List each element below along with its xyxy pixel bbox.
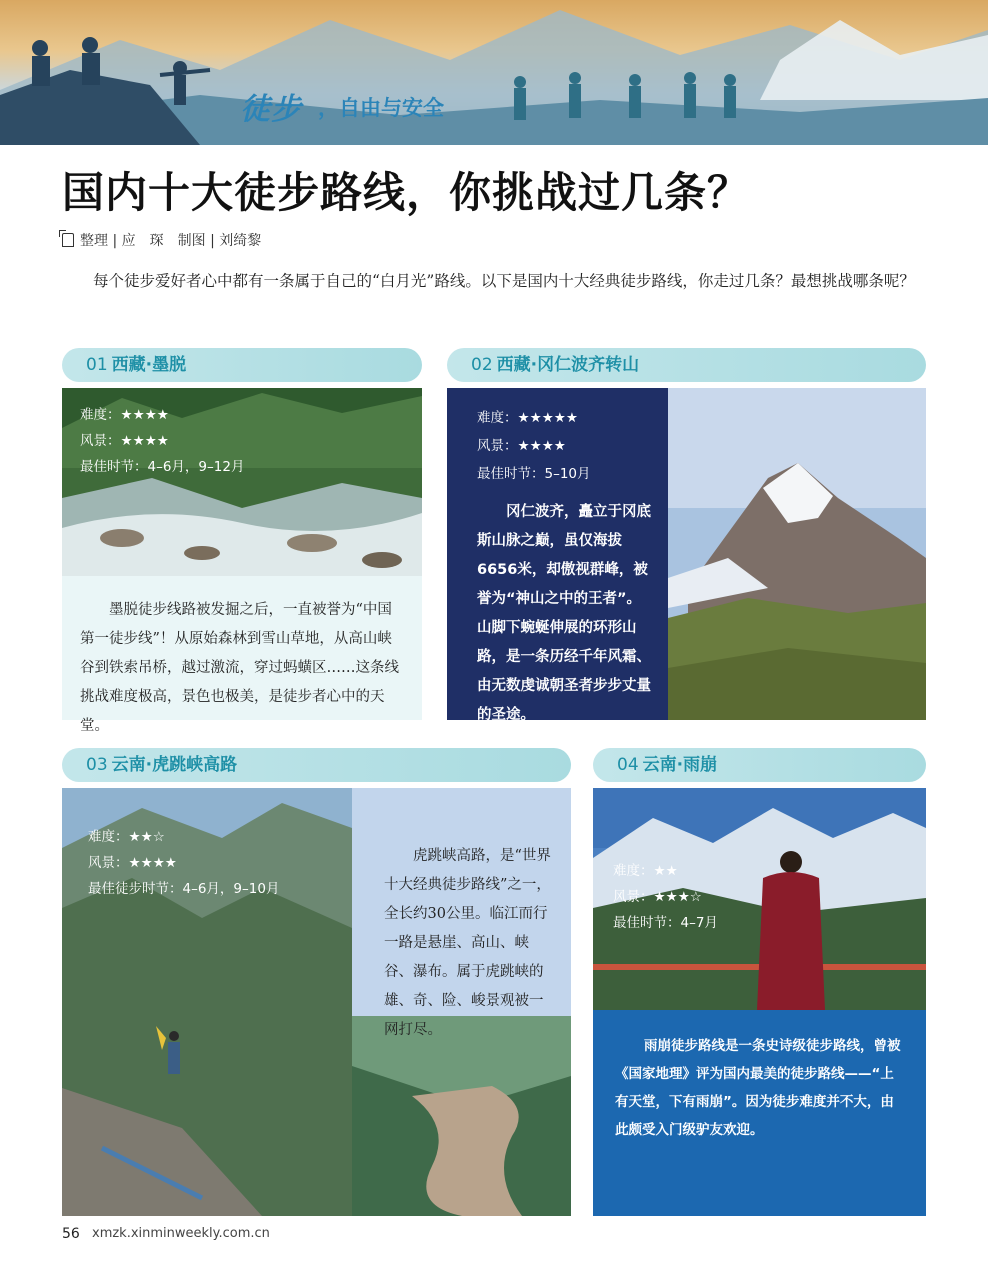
scenery-rating: 风景：★★★★ [477, 438, 566, 454]
route-03-header [62, 748, 571, 782]
route-01-description: 墨脱徒步线路被发掘之后，一直被誉为“中国第一徒步线”！从原始森林到雪山草地，从高山峡谷到铁索吊桥，越过激流，穿过蚂蟥区……这条线挑战难度极高，景色也极美，是徒步者心中的天堂。 [80, 602, 399, 734]
difficulty-rating: 难度：★★☆ [88, 829, 165, 845]
difficulty-rating: 难度：★★★★ [80, 407, 169, 423]
route-02-card [447, 388, 926, 723]
difficulty-rating: 难度：★★ [613, 863, 678, 879]
route-number: 03 [86, 755, 108, 775]
route-04-info [613, 858, 718, 936]
footer-url: xmzk.xinminweekly.com.cn [92, 1226, 270, 1241]
route-03-card [62, 788, 571, 1216]
scenery-rating: 风景：★★★★ [88, 855, 177, 871]
best-season: 最佳时节：4–6月，9–12月 [80, 459, 245, 475]
route-04-description: 雨崩徒步路线是一条史诗级徒步路线，曾被《国家地理》评为国内最美的徒步路线——“上有天堂，下有雨崩”。因为徒步难度并不大，由此颇受入门级驴友欢迎。 [615, 1038, 901, 1138]
best-season: 最佳时节：5–10月 [477, 466, 591, 482]
route-name: 云南·虎跳峡高路 [111, 755, 238, 775]
page-title: 国内十大徒步路线，你挑战过几条？ [62, 168, 751, 217]
route-01-header [62, 348, 422, 382]
route-01-card [62, 388, 422, 734]
banner-illustration [0, 0, 988, 145]
route-02-description: 冈仁波齐，矗立于冈底斯山脉之巅，虽仅海拔6656米，却傲视群峰，被誉为“神山之中的王者”。山脚下蜿蜒伸展的环形山路，是一条历经千年风霜、由无数虔诚朝圣者步步丈量的圣途。 [477, 504, 651, 723]
byline-text: 整理 | 应 琛 制图 | 刘绮黎 [80, 233, 262, 249]
route-name: 西藏·冈仁波齐转山 [496, 355, 640, 375]
pen-icon [62, 233, 74, 247]
banner-subtitle: ，自由与安全 [318, 96, 444, 120]
best-season: 最佳徒步时节：4–6月，9–10月 [88, 881, 280, 897]
route-name: 西藏·墨脱 [111, 355, 187, 375]
route-number: 01 [86, 355, 108, 375]
route-01-info [80, 402, 244, 480]
page-number: 56 [62, 1226, 80, 1242]
route-03-description: 虎跳峡高路，是“世界十大经典徒步路线”之一，全长约30公里。临江而行一路是悬崖、高山、峡谷、瀑布。属于虎跳峡的雄、奇、险、峻景观被一网打尽。 [384, 848, 551, 1038]
route-02-header [447, 348, 926, 382]
intro-paragraph: 每个徒步爱好者心中都有一条属于自己的“白月光”路线。以下是国内十大经典徒步路线，你走过几条？最想挑战哪条呢？ [93, 272, 915, 290]
route-02-info [477, 404, 591, 488]
byline [62, 230, 261, 250]
kailash-mountain-photo [668, 388, 926, 720]
route-name: 云南·雨崩 [642, 755, 718, 775]
difficulty-rating: 难度：★★★★★ [477, 410, 579, 426]
scenery-rating: 风景：★★★☆ [613, 889, 702, 905]
route-04-card [593, 788, 926, 1216]
route-number: 04 [617, 755, 639, 775]
best-season: 最佳时节：4–7月 [613, 915, 718, 931]
river-gorge-photo [352, 1016, 571, 1216]
route-03-info [88, 824, 279, 902]
route-number: 02 [471, 355, 493, 375]
scenery-rating: 风景：★★★★ [80, 433, 169, 449]
banner [0, 0, 988, 145]
route-04-header [593, 748, 926, 782]
banner-title: 徒步 [240, 92, 302, 127]
